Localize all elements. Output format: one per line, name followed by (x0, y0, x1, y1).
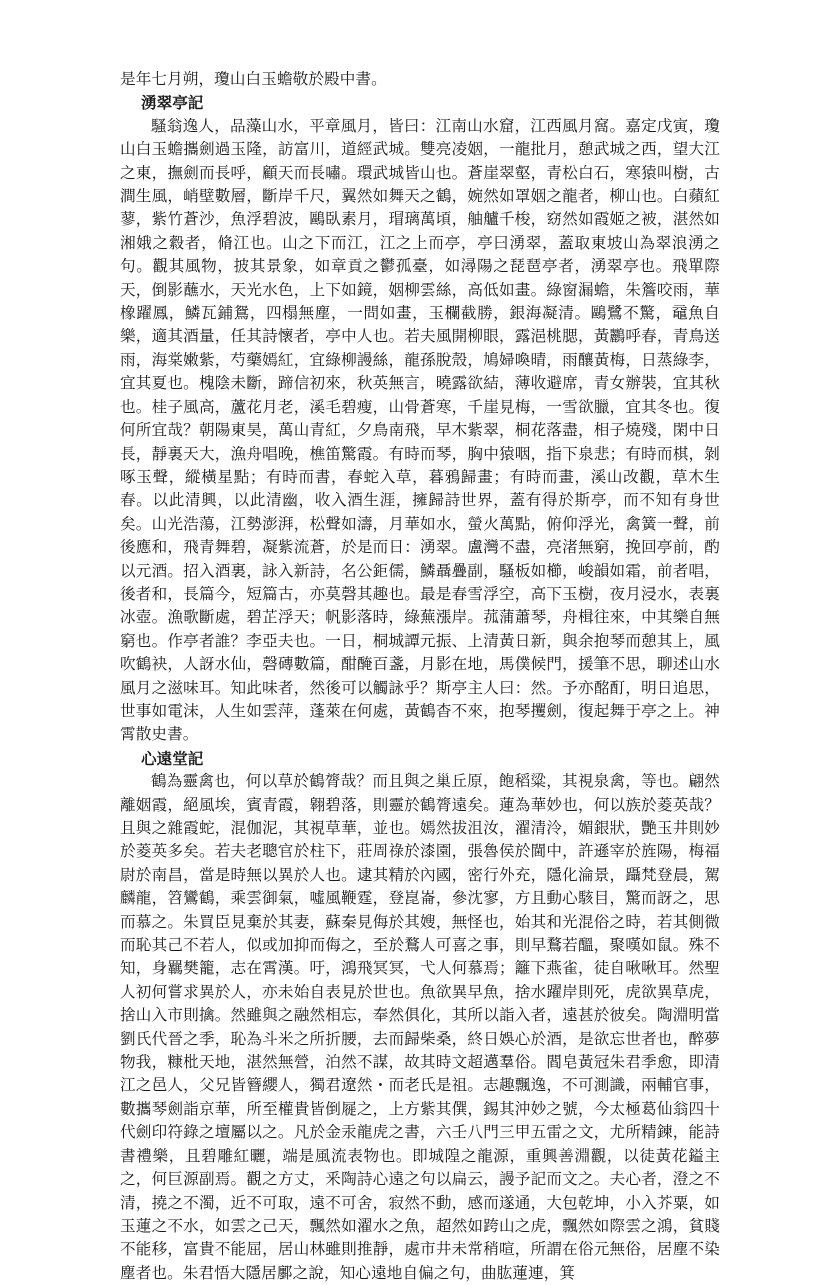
section-body-xinyuan-hall: 鶴為靈禽也，何以草於鶴膂哉？而且與之巢丘原，飽稻粱，其視泉禽，等也。翩然離姻霞，絕風埃，賓青霞，翱碧落，則靈於鶴膂遠矣。蓮為華妙也，何以族於菱英哉？且與之雜霞蛇，混伽泥，其視草華，並也。嫣然拔沮汝，濯清泠，媚銀狀，艷玉井則妙於菱英多矣。若夫老聰官於柱下，莊周祿於漆園，張魯侯於閫中，許遜宰於旌陽，梅福尉於南昌，當是時無以異於人也。逮其精於內國，密行外充，隱化淪景，躡梵登晨，駕麟龍，笤鸞鶴，乘雲御氣，噓風鞭霆，登崑崙，參沈寥，方且動心駭目，驚而訝之，思而慕之。朱買臣見棄於其妻，蘇秦見侮於其嫂，無怪也，始其和光混俗之時，若其側微而恥其己不若人，似或加抑而侮之，至於鶩人可喜之事，則早鶩若醞，聚嘆如鼠。殊不知，身羈樊籠，志在霄漢。吁，鴻飛冥冥，弋人何慕焉；籬下燕雀，徒自啾啾耳。然聖人初何嘗求異於人，亦未始自表見於世也。魚欲異早魚，捨水躍岸則死，虎欲異草虎，捨山入市則擒。然雖與之融然相忘，奉然俱化，其所以詣入者，遠甚於彼矣。陶淵明當劉氏代晉之季，恥為斗米之所折腰，去而歸柴桑，終日娛心於酒，是欲忘世者也，醉夢物我，糠枇天地，湛然無營，泊然不謀，故其時文超邁羣俗。閻皂黃冠朱君季愈，即清江之邑人，父兄皆簪纓人，獨君遼然・而老氏是祖。志趣飄逸，不可測識，兩輔官事，數攜琴劍詣京華，所至權貴皆倒屣之，上方紫其僎，錫其沖妙之號，今太極葛仙翁四十代劍印符錄之壇屬以之。凡於金汞龍虎之書，六壬八門三甲五雷之文，尤所精鍊，能詩書禮樂，且碧雕紅曬，端是風流表物也。即城隍之龍源，重興善淵觀，以徒黃花鎰主之，何巨源副焉。觀之方丈，釆陶詩心遠之句以扁云，謾予記而文之。夫心者，澄之不清，撓之不濁，近不可取，遠不可舍，寂然不動，感而遂通，大包乾坤，小入芥粟，如玉蓮之不水，如雲之己天，飄然如濯水之魚，超然如跨山之虎，飄然如際雲之鴻，貧賤不能移，富貴不能屈，居山林雖則推靜，處市井未常稍喧，所謂在俗元無俗，居塵不染塵者也。朱君悟大隱居鄽之說，知心遠地自偏之句，曲肱蓮連，箕 (120, 772, 720, 1282)
opening-line: 是年七月朔，瓊山白玉蟾敬於殿中書。 (120, 70, 387, 88)
section-body-yongcui-pavilion: 騷翁逸人，品藻山水，平章風月，皆曰：江南山水窟，江西風月窩。嘉定戊寅，瓊山白玉蟾攜劍過玉隆，訪富川，道經武城。雙亮凌姻，一龍批月，憩武城之西，望大江之東，撫劍而長呼，顧天而長嘯。環武城皆山也。蒼崖翠壑，青松白石，寒猿叫樹，古澗生風，峭壁數層，斷岸千尺，翼然如舞天之鶴，婉然如罩姻之龍者，柳山也。白蘋紅蓼，紫竹蒼沙，魚浮碧波，鷗臥素月，瑁璃萬頃，舳艫千梭，窈然如霞姬之被，湛然如湘娥之縠者，脩江也。山之下而江，江之上而亭，亭曰湧翠，蓋取東坡山為翠浪湧之句。觀其風物，披其景象，如章貢之鬱孤臺，如潯陽之琵琶亭者，湧翠亭也。飛單際天，倒影蘸水，天光水色，上下如鏡，姻柳雲絲，高低如畫。綠窗漏蟾，朱簷咬雨，華橡躍鳳，鱗瓦鋪鴛，四榻無塵，一問如畫，玉欄截勝，銀海凝清。鷗鷺不驚，黿魚自樂，適其酒量，任其詩懷者，亭中人也。若夫風開柳眼，露浥桃腮，黃鸝呼春，青鳥送雨，海棠嫩紫，芍藥嫣紅，宜綠柳謾絲，龍孫脫殼，鳩婦喚晴，雨釀黃梅，日蒸綠李，宜其夏也。槐陰未斷，蹄信初來，秋英無言，曉露欲結，薄收避席，青女辦裝，宜其秋也。桂子風高，蘆花月老，溪毛碧瘦，山骨蒼寒，千崖見梅，一雪欲臘，宜其冬也。復何所宜哉？朝陽東昊，萬山青紅，夕鳥南飛，早木紫翠，桐花落盡，相子燒殘，閑中日長，靜裏天大，漁舟唱晚，樵笛驚霞。有時而琴，胸中猿咽，指下泉悲；有時而棋，剝啄玉聲，縱橫星點；有時而書，春蛇入草，暮鴉歸畫；有時而畫，溪山改觀，草木生春。以此清興，以此清幽，收入酒生涯，擁歸詩世界，蓋有得於斯亭，而不知有身世矣。山光浩蕩，江勢澎湃，松聲如濤，月華如水，螢火萬點，俯仰浮光，禽簧一聲，前後應和，飛青舞碧，凝紫流蒼，於是而日：湧翠。盧灣不盡，亮渚無窮，挽回亭前，酌以元酒。招入酒裏，詠入新詩，名公鉅儒，鱗聶疊副，騷板如櫛，峻韻如霜，前者唱，後者和，長篇今，短篇古，亦莫磬其趣也。最是春雪浮空，高下玉樹，夜月浸水，表裏冰壺。漁歌斷處，碧芷浮天；帆影落時，綠蕪漲岸。菰蒲蕭琴，舟楫往來，中其樂自無窮也。作亭者誰？李亞夫也。一日，桐城譚元振、上清黃日新，與余抱琴而憩其上，風吹鶴袂，人訝水仙，磬磚數篇，酣醃百盞，月影在地，馬僕候門，援筆不思，聊述山水風月之滋味耳。知此味者，然後可以觸詠乎？斯亭主人曰：然。予亦酩酊，明日追思，世事如電沫，人生如雲萍，蓬萊在何處，黃鶴杳不來，抱琴攫劍，復起舞于亭之上。神霄散史書。 (120, 116, 720, 744)
section-title-yongcui-pavilion: 湧翠亭記 (141, 93, 204, 113)
section-title-xinyuan-hall: 心遠堂記 (141, 748, 204, 768)
